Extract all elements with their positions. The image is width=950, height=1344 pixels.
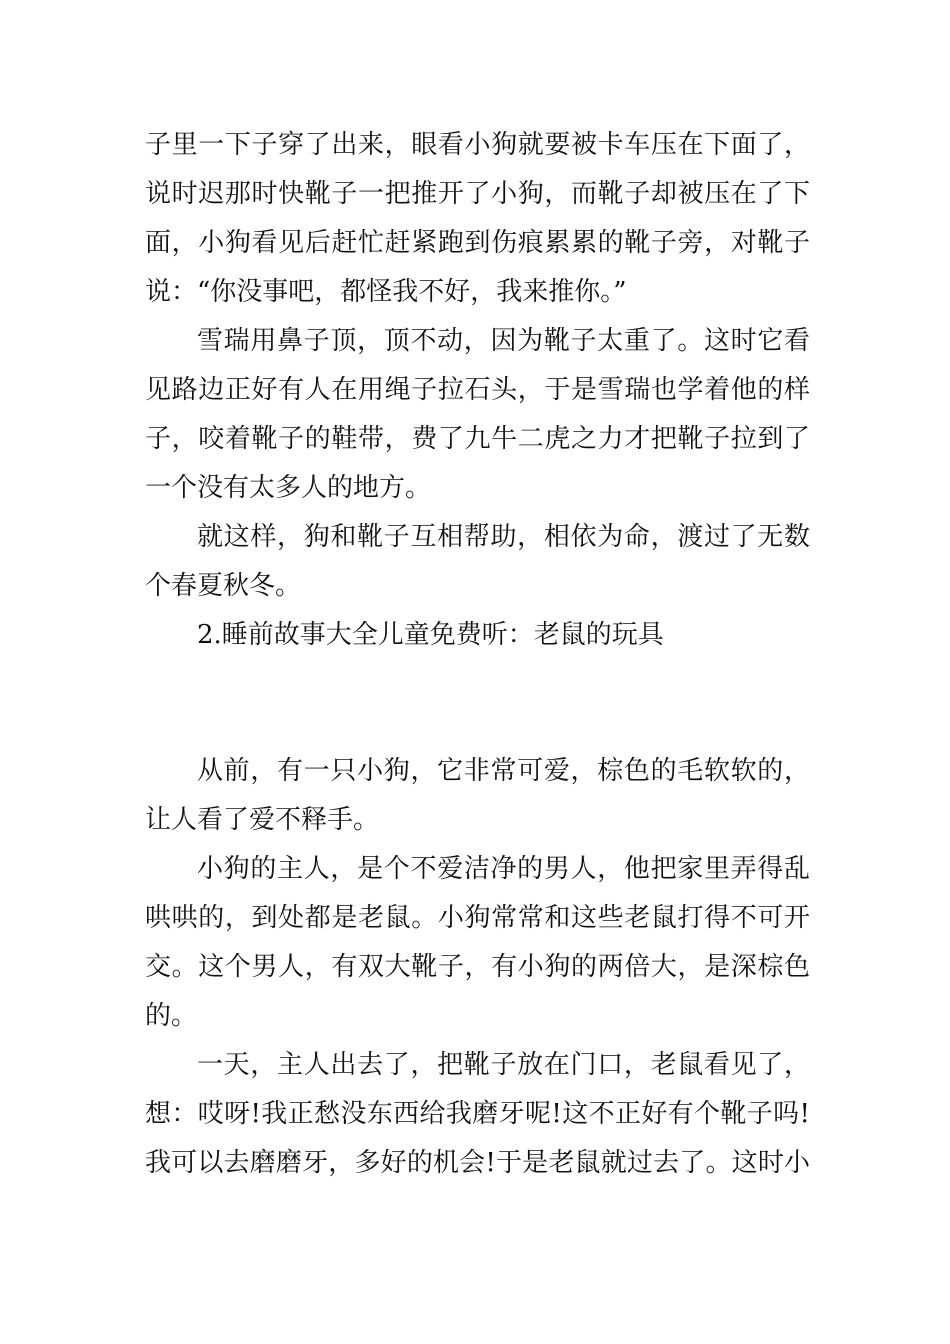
text-line: 让人看了爱不释手。 [145,805,380,835]
story-section-2 [145,747,810,1188]
section-heading: 2.睡前故事大全儿童免费听：老鼠的玩具 [197,620,664,650]
text-line: 说：“你没事吧，都怪我不好，我来推你。” [145,277,627,307]
text-line: 交。这个男人，有双大靴子，有小狗的两倍大，是深棕色 [145,952,810,982]
text-line: 我可以去磨磨牙，多好的机会!于是老鼠就过去了。这时小 [145,1148,810,1178]
paragraph-first-line: 就这样，狗和靴子互相帮助，相依为命，渡过了无数 [197,522,810,552]
text-line: 想：哎呀!我正愁没东西给我磨牙呢!这不正好有个靴子吗! [145,1099,810,1129]
text-line: 说时迟那时快靴子一把推开了小狗，而靴子却被压在了下 [145,179,810,209]
text-line: 子，咬着靴子的鞋带，费了九牛二虎之力才把靴子拉到了 [145,424,810,454]
paragraph-first-line: 雪瑞用鼻子顶，顶不动，因为靴子太重了。这时它看 [197,326,810,356]
text-line: 面，小狗看见后赶忙赶紧跑到伤痕累累的靴子旁，对靴子 [145,228,810,258]
text-line: 的。 [145,1001,198,1031]
paragraph-first-line: 小狗的主人，是个不爱洁净的男人，他把家里弄得乱 [197,854,810,884]
paragraph-first-line: 一天，主人出去了，把靴子放在门口，老鼠看见了， [197,1050,810,1080]
text-line: 见路边正好有人在用绳子拉石头，于是雪瑞也学着他的样 [145,375,810,405]
text-line: 个春夏秋冬。 [145,571,302,601]
text-line: 哄哄的，到处都是老鼠。小狗常常和这些老鼠打得不可开 [145,903,810,933]
paragraph-first-line: 从前，有一只小狗，它非常可爱，棕色的毛软软的， [197,756,810,786]
text-line: 一个没有太多人的地方。 [145,473,432,503]
story-section-1 [145,121,810,660]
text-line: 子里一下子穿了出来，眼看小狗就要被卡车压在下面了， [145,130,810,160]
